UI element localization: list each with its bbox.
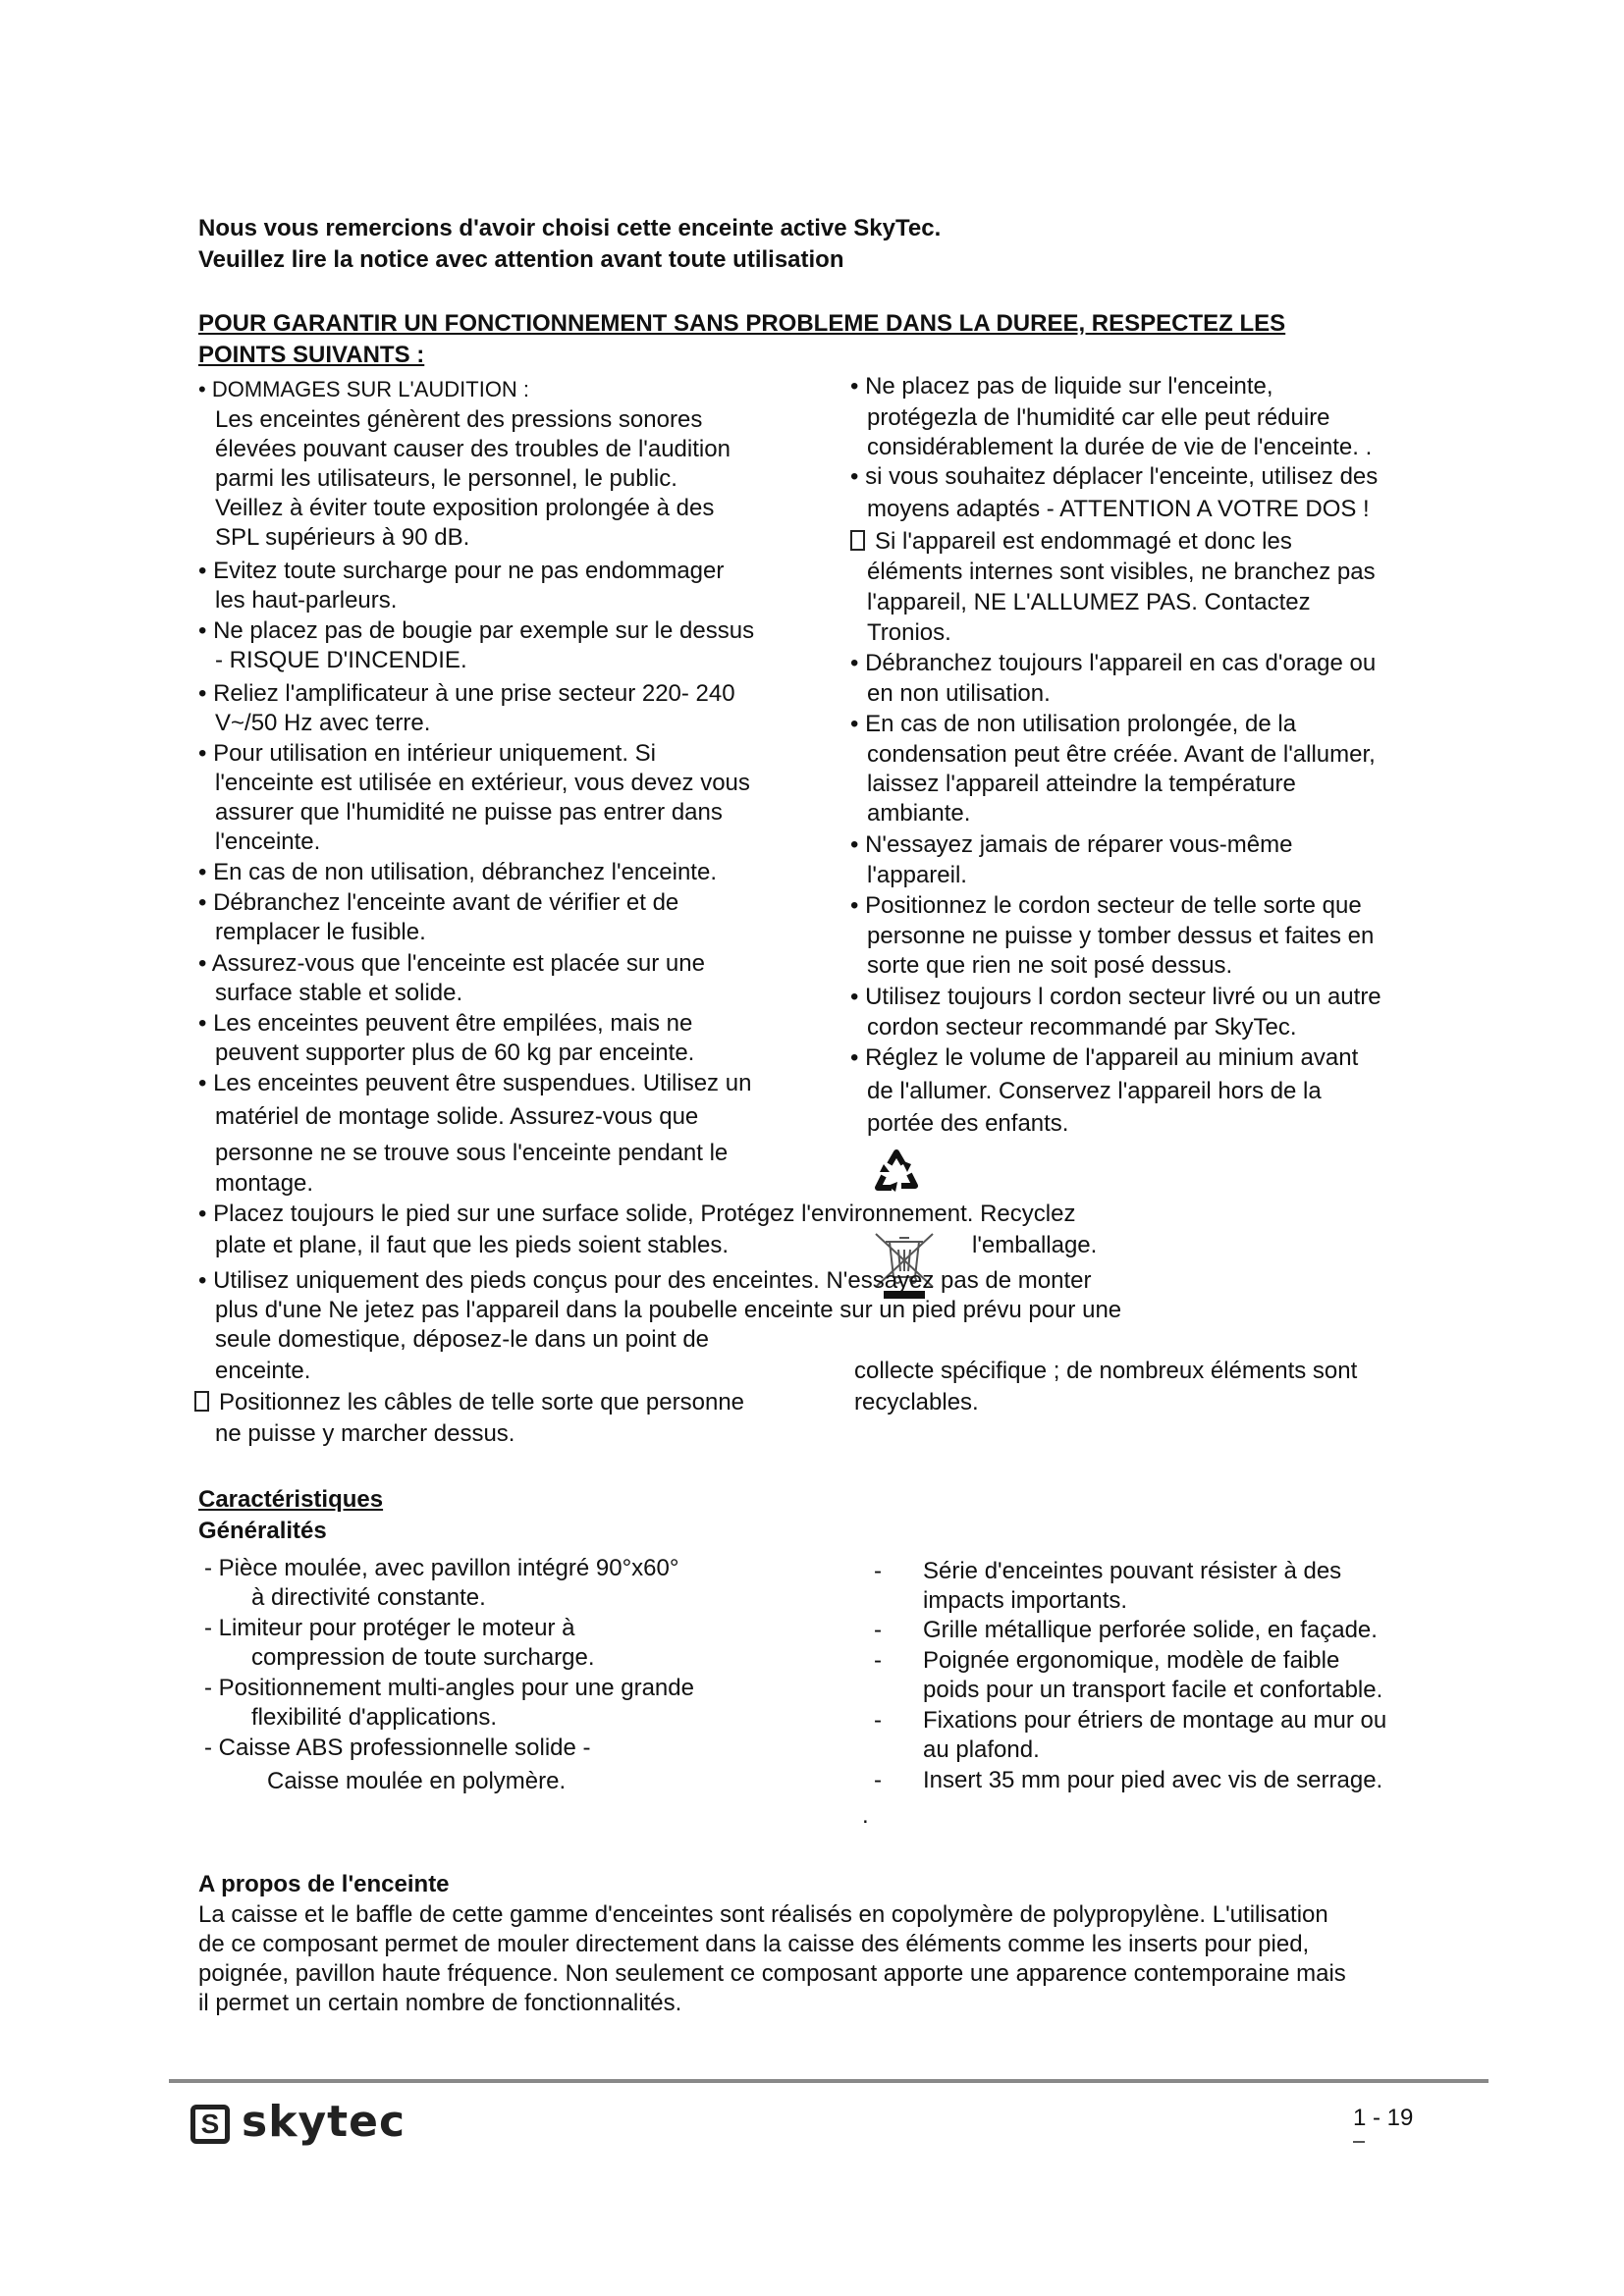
safety-mixed-line: • Utilisez uniquement des pieds conçus pour des enceintes. N'essayez pas de monter	[198, 1267, 1092, 1294]
safety-left-line: SPL supérieurs à 90 dB.	[215, 524, 470, 551]
safety-left-line: • Assurez-vous que l'enceinte est placée sur une	[198, 950, 705, 977]
safety-right-line: éléments internes sont visibles, ne branchez pas	[867, 559, 1376, 585]
safety-left-line: • Les enceintes peuvent être suspendues. Utilisez un	[198, 1070, 752, 1096]
about-line: de ce composant permet de mouler directement dans la caisse des éléments comme les inserts pour pied,	[198, 1931, 1310, 1957]
safety-right-line: • si vous souhaitez déplacer l'enceinte, utilisez des	[850, 463, 1379, 490]
safety-left-line: remplacer le fusible.	[215, 919, 426, 945]
safety-mixed-line: enceinte.	[215, 1358, 311, 1384]
feature-right-line: Grille métallique perforée solide, en façade.	[923, 1617, 1378, 1643]
feature-right-line: Insert 35 mm pour pied avec vis de serrage.	[923, 1767, 1383, 1793]
safety-mixed-line: collecte spécifique ; de nombreux éléments sont	[854, 1358, 1358, 1384]
safety-mixed-line: plus d'une Ne jetez pas l'appareil dans la poubelle enceinte sur un pied prévu pour une	[215, 1297, 1122, 1323]
safety-left-line: assurer que l'humidité ne puisse pas entrer dans	[215, 799, 723, 826]
feature-left-line: - Caisse ABS professionnelle solide -	[204, 1735, 591, 1761]
feature-left-line: à directivité constante.	[251, 1584, 486, 1611]
feature-right-line: Série d'enceintes pouvant résister à des	[923, 1558, 1342, 1584]
feature-right-line: Poignée ergonomique, modèle de faible	[923, 1647, 1340, 1674]
safety-mixed-line: seule domestique, déposez-le dans un point de	[215, 1326, 710, 1353]
safety-left-line: Les enceintes génèrent des pressions sonores	[215, 406, 703, 433]
page-number-underline	[1353, 2141, 1365, 2143]
safety-heading-line-2: POINTS SUIVANTS :	[198, 342, 425, 368]
safety-left-line: personne ne se trouve sous l'enceinte pendant le	[215, 1140, 729, 1166]
feature-right-line: impacts importants.	[923, 1587, 1128, 1614]
safety-right-line: cordon secteur recommandé par SkyTec.	[867, 1014, 1297, 1041]
feature-right-line: Fixations pour étriers de montage au mur ou	[923, 1707, 1387, 1734]
safety-left-line: • Les enceintes peuvent être empilées, mais ne	[198, 1010, 693, 1037]
safety-mixed-line: l'emballage.	[972, 1232, 1098, 1258]
trailing-dot: .	[862, 1802, 869, 1829]
safety-right-line: protégezla de l'humidité car elle peut réduire	[867, 404, 1330, 431]
footer-rule	[169, 2079, 1489, 2083]
safety-right-line: laissez l'appareil atteindre la température	[867, 771, 1296, 797]
safety-right-line: personne ne puisse y tomber dessus et faites en	[867, 923, 1375, 949]
safety-right-line: • Débranchez toujours l'appareil en cas d'orage ou	[850, 650, 1377, 676]
safety-left-line: Veillez à éviter toute exposition prolongée à des	[215, 495, 715, 521]
feature-left-line: flexibilité d'applications.	[251, 1704, 498, 1731]
feature-left-line: Caisse moulée en polymère.	[267, 1768, 567, 1794]
feature-left-line: compression de toute surcharge.	[251, 1644, 595, 1671]
safety-right-line: en non utilisation.	[867, 680, 1051, 707]
safety-left-line: parmi les utilisateurs, le personnel, le public.	[215, 465, 677, 492]
feature-right-dash: -	[874, 1617, 882, 1643]
features-subheading: Généralités	[198, 1518, 327, 1544]
safety-right-line: l'appareil.	[867, 862, 967, 888]
safety-right-line: condensation peut être créée. Avant de l'allumer,	[867, 741, 1376, 768]
safety-left-line: peuvent supporter plus de 60 kg par enceinte.	[215, 1040, 695, 1066]
about-line: poignée, pavillon haute fréquence. Non seulement ce composant apporte une apparence contemporaine mais	[198, 1960, 1346, 1987]
safety-right-line: sorte que rien ne soit posé dessus.	[867, 952, 1233, 979]
skytec-logo-icon: S	[190, 2105, 230, 2144]
feature-right-line: poids pour un transport facile et confortable.	[923, 1677, 1383, 1703]
safety-right-line: portée des enfants.	[867, 1110, 1069, 1137]
safety-left-line: montage.	[215, 1170, 314, 1197]
safety-left-line: • DOMMAGES SUR L'AUDITION :	[198, 377, 530, 401]
safety-right-line: • N'essayez jamais de réparer vous-même	[850, 831, 1293, 858]
safety-right-line: moyens adaptés - ATTENTION A VOTRE DOS !	[867, 496, 1370, 522]
safety-mixed-line: recyclables.	[854, 1389, 979, 1415]
feature-right-dash: -	[874, 1767, 882, 1793]
safety-left-line: l'enceinte est utilisée en extérieur, vous devez vous	[215, 770, 750, 796]
safety-right-line-checkbox: Si l'appareil est endommagé et donc les	[850, 527, 1292, 557]
safety-right-line: • Ne placez pas de liquide sur l'enceinte,	[850, 373, 1273, 400]
safety-left-line: les haut-parleurs.	[215, 587, 398, 614]
safety-left-line: • Débranchez l'enceinte avant de vérifier et de	[198, 889, 679, 916]
safety-right-line: considérablement la durée de vie de l'enceinte. .	[867, 434, 1373, 460]
safety-right-line: • Réglez le volume de l'appareil au minium avant	[850, 1044, 1359, 1071]
safety-mixed-line: ne puisse y marcher dessus.	[215, 1420, 515, 1447]
feature-left-line: - Positionnement multi-angles pour une grande	[204, 1675, 694, 1701]
feature-right-dash: -	[874, 1558, 882, 1584]
feature-left-line: - Pièce moulée, avec pavillon intégré 90°x60°	[204, 1555, 679, 1581]
safety-left-line: • En cas de non utilisation, débranchez l'enceinte.	[198, 859, 717, 885]
recycle-icon	[872, 1147, 921, 1198]
safety-right-line: Tronios.	[867, 619, 951, 646]
safety-left-line: • Reliez l'amplificateur à une prise secteur 220- 240	[198, 680, 735, 707]
checkbox-square-icon	[194, 1391, 209, 1412]
safety-left-line: V~/50 Hz avec terre.	[215, 710, 431, 736]
intro-line-1: Nous vous remercions d'avoir choisi cette enceinte active SkyTec.	[198, 215, 942, 241]
safety-heading-line-1: POUR GARANTIR UN FONCTIONNEMENT SANS PROBLEME DANS LA DUREE, RESPECTEZ LES	[198, 310, 1286, 337]
checkbox-square-icon	[850, 530, 865, 551]
safety-mixed-line: plate et plane, il faut que les pieds soient stables.	[215, 1232, 730, 1258]
safety-left-line: l'enceinte.	[215, 828, 321, 855]
safety-left-line: • Evitez toute surcharge pour ne pas endommager	[198, 558, 725, 584]
safety-right-line: ambiante.	[867, 800, 971, 827]
safety-left-line: surface stable et solide.	[215, 980, 463, 1006]
brand-name: skytec	[242, 2097, 406, 2147]
safety-right-line: de l'allumer. Conservez l'appareil hors de la	[867, 1078, 1322, 1104]
safety-right-line: • En cas de non utilisation prolongée, de la	[850, 711, 1297, 737]
safety-left-line: • Pour utilisation en intérieur uniquement. Si	[198, 740, 656, 767]
safety-right-line: • Positionnez le cordon secteur de telle sorte que	[850, 892, 1362, 919]
feature-left-line: - Limiteur pour protéger le moteur à	[204, 1615, 575, 1641]
safety-right-line: • Utilisez toujours l cordon secteur livré ou un autre	[850, 984, 1381, 1010]
feature-right-dash: -	[874, 1707, 882, 1734]
safety-left-line: • Ne placez pas de bougie par exemple sur le dessus	[198, 617, 755, 644]
features-heading: Caractéristiques	[198, 1486, 384, 1513]
intro-line-2: Veuillez lire la notice avec attention avant toute utilisation	[198, 246, 844, 273]
about-heading: A propos de l'enceinte	[198, 1871, 450, 1897]
feature-right-dash: -	[874, 1647, 882, 1674]
safety-mixed-line-checkbox: Positionnez les câbles de telle sorte que personne	[194, 1388, 744, 1417]
about-line: il permet un certain nombre de fonctionnalités.	[198, 1990, 682, 2016]
safety-left-line: matériel de montage solide. Assurez-vous que	[215, 1103, 699, 1130]
safety-mixed-line: • Placez toujours le pied sur une surface solide, Protégez l'environnement. Recyclez	[198, 1201, 1076, 1227]
page-number: 1 - 19	[1353, 2105, 1414, 2131]
safety-right-line: l'appareil, NE L'ALLUMEZ PAS. Contactez	[867, 589, 1311, 615]
feature-right-line: au plafond.	[923, 1736, 1040, 1763]
safety-left-line: élevées pouvant causer des troubles de l'audition	[215, 436, 731, 462]
safety-left-line: - RISQUE D'INCENDIE.	[215, 647, 467, 673]
about-line: La caisse et le baffle de cette gamme d'enceintes sont réalisés en copolymère de polypropylène. L'utilisation	[198, 1901, 1328, 1928]
